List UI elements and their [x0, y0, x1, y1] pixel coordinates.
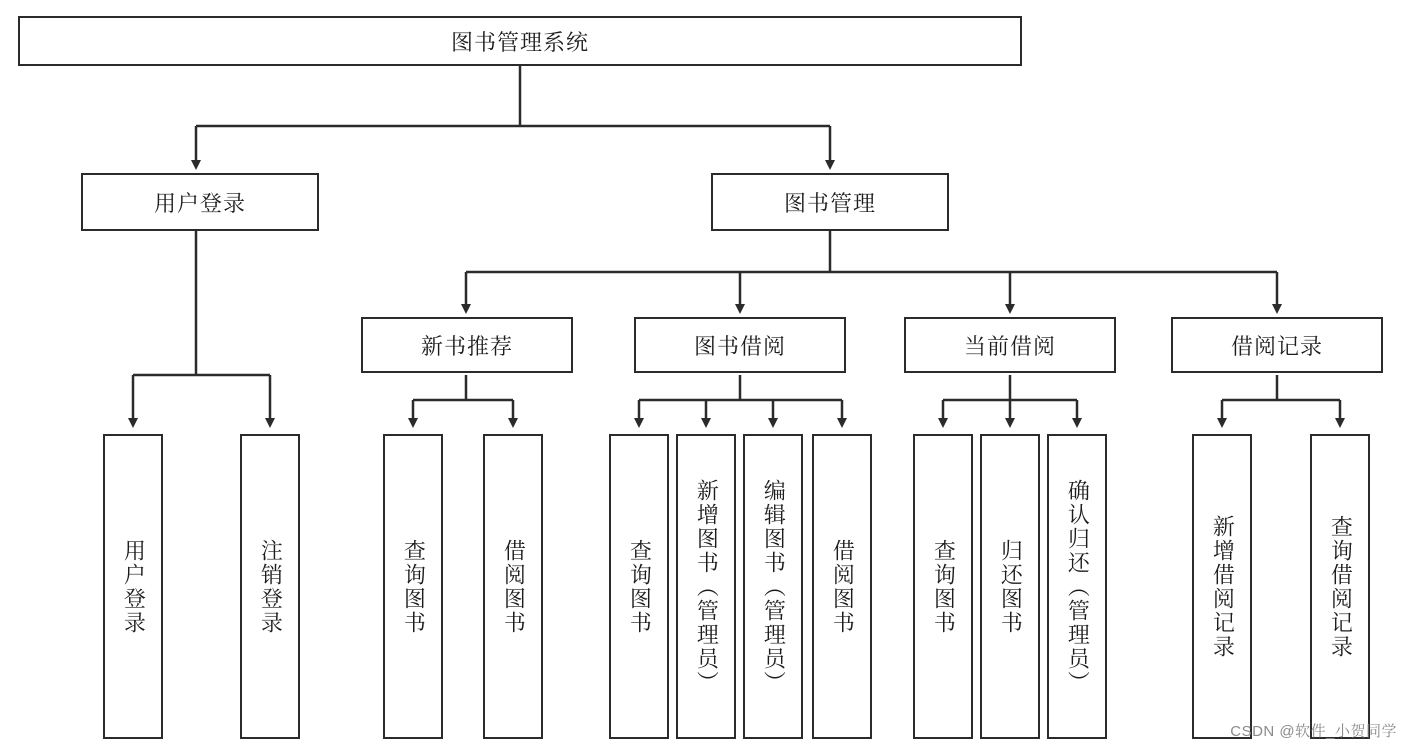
node-user-login[interactable] [81, 173, 319, 231]
node-current-borrow-label: 当前借阅 [963, 333, 1056, 359]
leaf-confirm-return-label: 确认归还（管理员） [1065, 478, 1091, 695]
leaf-add-book-label: 新增图书（管理员） [694, 478, 720, 695]
node-new-book-recommend[interactable] [361, 317, 573, 373]
leaf-query-book-1-label: 查询图书 [401, 538, 427, 635]
watermark: CSDN @软件_小贺同学 [1230, 723, 1397, 740]
node-current-borrow[interactable] [904, 317, 1116, 373]
node-book-borrow-label: 图书借阅 [693, 333, 786, 359]
node-root-label: 图书管理系统 [450, 29, 589, 55]
leaf-query-book-2[interactable] [609, 434, 669, 739]
leaf-user-logout-label: 注销登录 [258, 538, 284, 635]
node-borrow-records-label: 借阅记录 [1230, 333, 1323, 359]
leaf-user-login[interactable] [103, 434, 163, 739]
leaf-borrow-book-1-label: 借阅图书 [501, 538, 527, 635]
node-borrow-records[interactable] [1171, 317, 1383, 373]
leaf-query-record[interactable] [1310, 434, 1370, 739]
leaf-return-book[interactable] [980, 434, 1040, 739]
leaf-borrow-book-2-label: 借阅图书 [830, 538, 856, 635]
leaf-query-book-3[interactable] [913, 434, 973, 739]
leaf-add-record-label: 新增借阅记录 [1210, 514, 1236, 659]
leaf-user-logout[interactable] [240, 434, 300, 739]
leaf-query-book-1[interactable] [383, 434, 443, 739]
node-book-management-label: 图书管理 [783, 190, 876, 216]
leaf-query-book-2-label: 查询图书 [627, 538, 653, 635]
leaf-query-record-label: 查询借阅记录 [1328, 514, 1354, 659]
leaf-return-book-label: 归还图书 [998, 538, 1024, 635]
leaf-confirm-return[interactable] [1047, 434, 1107, 739]
leaf-edit-book-label: 编辑图书（管理员） [761, 478, 787, 695]
leaf-borrow-book-1[interactable] [483, 434, 543, 739]
leaf-query-book-3-label: 查询图书 [931, 538, 957, 635]
node-new-book-recommend-label: 新书推荐 [420, 333, 513, 359]
leaf-borrow-book-2[interactable] [812, 434, 872, 739]
leaf-edit-book[interactable] [743, 434, 803, 739]
node-user-login-label: 用户登录 [153, 190, 246, 216]
node-root[interactable] [18, 16, 1022, 66]
leaf-add-record[interactable] [1192, 434, 1252, 739]
node-book-management[interactable] [711, 173, 949, 231]
leaf-user-login-label: 用户登录 [121, 538, 147, 635]
node-book-borrow[interactable] [634, 317, 846, 373]
leaf-add-book[interactable] [676, 434, 736, 739]
